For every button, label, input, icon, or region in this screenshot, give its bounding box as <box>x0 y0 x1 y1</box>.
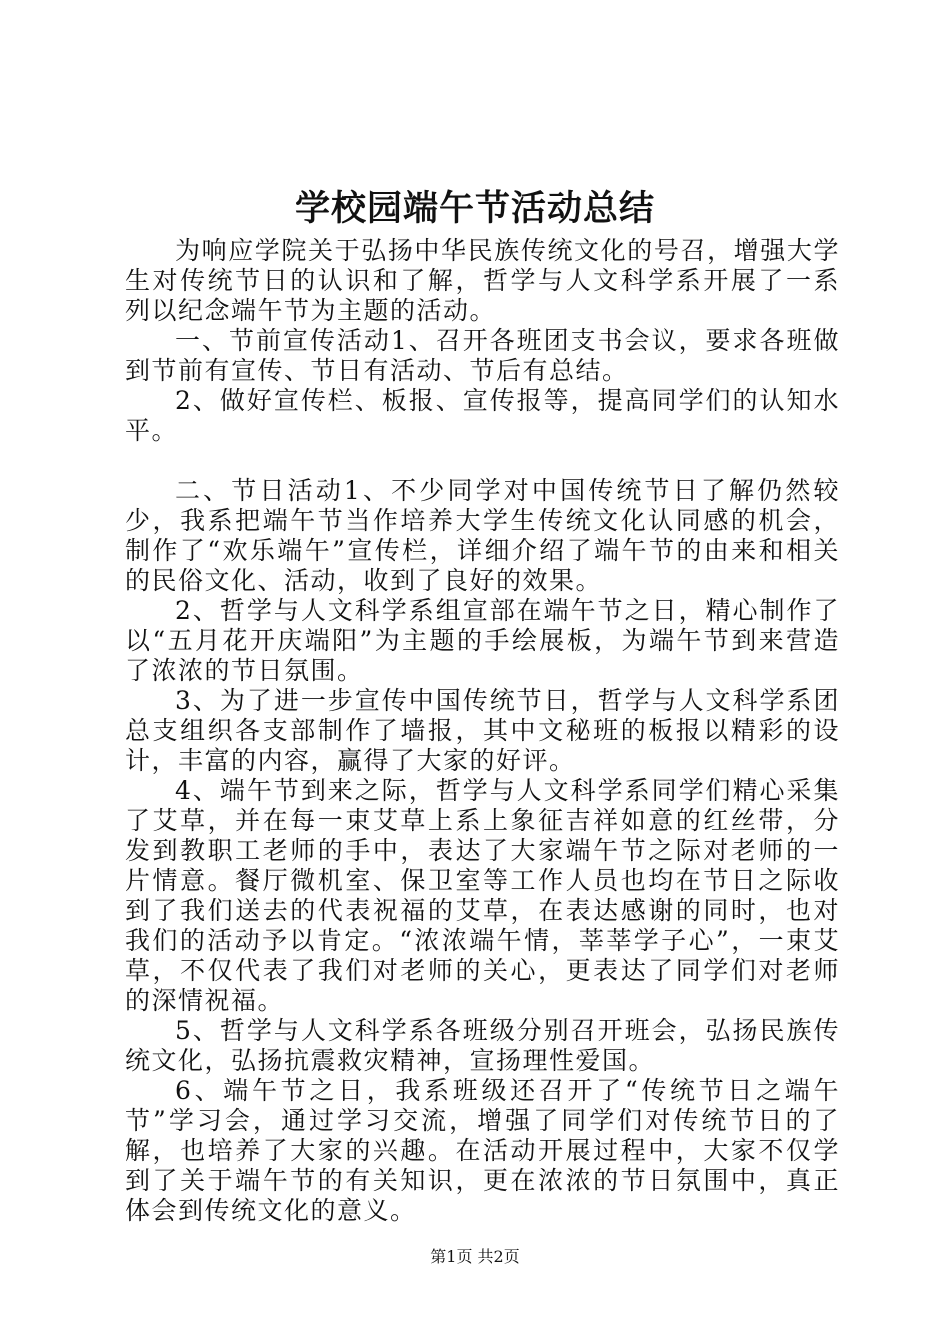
paragraph-section-2-item-3: 3、为了进一步宣传中国传统节日，哲学与人文科学系团总支组织各支部制作了墙报，其中文秘班的板报以精彩的设计，丰富的内容，赢得了大家的好评。 <box>125 686 840 775</box>
paragraph-section-1-item-2: 2、做好宣传栏、板报、宣传报等，提高同学们的认知水平。 <box>125 386 840 445</box>
page-number-footer: 第1页 共2页 <box>430 1247 520 1266</box>
paragraph-section-2-item-6: 6、端午节之日，我系班级还召开了“传统节日之端午节”学习会，通过学习交流，增强了同学们对传统节日的了解，也培养了大家的兴趣。在活动开展过程中，大家不仅学到了关于端午节的有关知识，更在浓浓的节日氛围中，真正体会到传统文化的意义。 <box>125 1076 840 1225</box>
paragraph-section-2-item-4: 4、端午节到来之际，哲学与人文科学系同学们精心采集了艾草，并在每一束艾草上系上象征吉祥如意的红丝带，分发到教职工老师的手中，表达了大家端午节之际对老师的一片情意。餐厅微机室、保卫室等工作人员也均在节日之际收到了我们送去的代表祝福的艾草，在表达感谢的同时，也对我们的活动予以肯定。“浓浓端午情，莘莘学子心”，一束艾草，不仅代表了我们对老师的关心，更表达了同学们对老师的深情祝福。 <box>125 776 840 1015</box>
paragraph-section-2-item-1: 二、节日活动1、不少同学对中国传统节日了解仍然较少，我系把端午节当作培养大学生传统文化认同感的机会，制作了“欢乐端午”宣传栏，详细介绍了端午节的由来和相关的民俗文化、活动，收到了良好的效果。 <box>125 476 840 595</box>
document-title: 学校园端午节活动总结 <box>294 188 655 229</box>
paragraph-section-2-item-2: 2、哲学与人文科学系组宣部在端午节之日，精心制作了以“五月花开庆端阳”为主题的手绘展板，为端午节到来营造了浓浓的节日氛围。 <box>125 596 840 685</box>
paragraph-section-2-item-5: 5、哲学与人文科学系各班级分别召开班会，弘扬民族传统文化，弘扬抗震救灾精神，宣扬理性爱国。 <box>125 1016 840 1075</box>
paragraph-intro: 为响应学院关于弘扬中华民族传统文化的号召，增强大学生对传统节日的认识和了解，哲学与人文科学系开展了一系列以纪念端午节为主题的活动。 <box>125 236 840 325</box>
paragraph-section-1-item-1: 一、节前宣传活动1、召开各班团支书会议，要求各班做到节前有宣传、节日有活动、节后有总结。 <box>125 326 840 385</box>
document-body <box>125 236 840 1226</box>
